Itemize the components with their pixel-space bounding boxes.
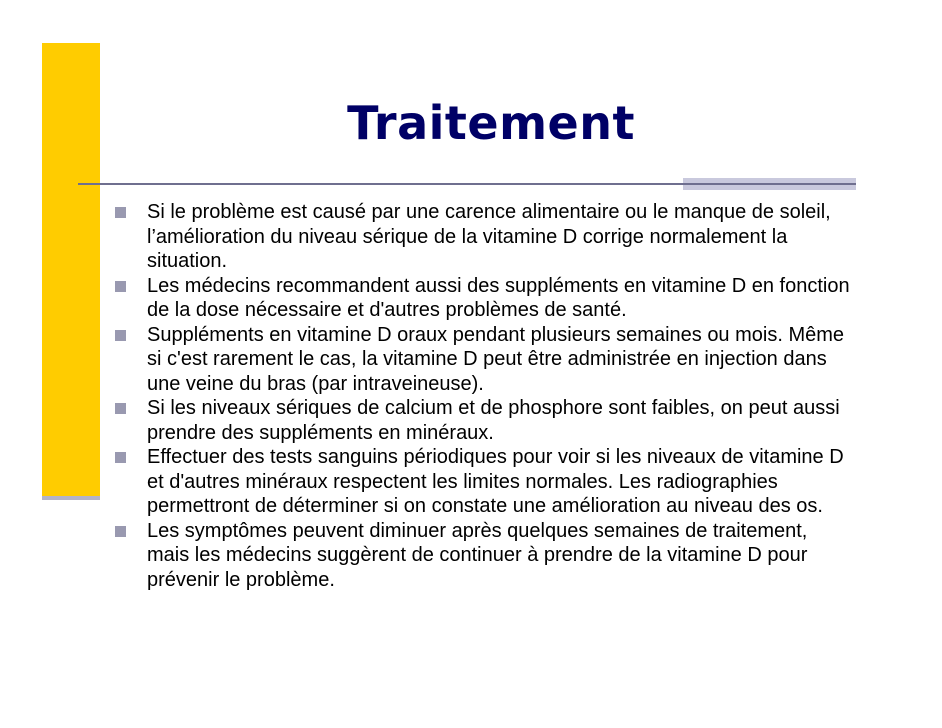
slide-title: Traitement: [347, 96, 635, 150]
square-bullet-icon: [115, 526, 126, 537]
bullet-text: Suppléments en vitamine D oraux pendant plusieurs semaines ou mois. Même si c'est rarement le cas, la vitamine D peut être administrée en injection dans une veine du bras (par intraveineuse).: [147, 323, 845, 395]
bullet-item: [112, 274, 852, 323]
accent-side-bar: [42, 43, 100, 499]
bullet-item: [112, 323, 852, 397]
square-bullet-icon: [115, 330, 126, 341]
bullet-text: Si les niveaux sériques de calcium et de phosphore sont faibles, on peut aussi prendre des suppléments en minéraux.: [147, 397, 840, 444]
bullet-item: [112, 396, 852, 445]
bullet-text: Effectuer des tests sanguins périodiques pour voir si les niveaux de vitamine D et d'autres minéraux respectent les limites normales. Les radiographies permettront de déterminer si on constate une amélioration au niveau des os.: [147, 446, 844, 517]
bullet-text: Les médecins recommandent aussi des suppléments en vitamine D en fonction de la dose nécessaire et d'autres problèmes de santé.: [147, 274, 850, 321]
title-divider-accent-line: [683, 183, 856, 185]
bullet-item: [112, 200, 852, 274]
bullet-item: [112, 519, 852, 593]
bullet-text: Si le problème est causé par une carence alimentaire ou le manque de soleil, l’amélioration du niveau sérique de la vitamine D corrige normalement la situation.: [147, 201, 831, 272]
square-bullet-icon: [115, 452, 126, 463]
accent-side-bar-shadow: [42, 496, 100, 500]
square-bullet-icon: [115, 403, 126, 414]
bullet-text: Les symptômes peuvent diminuer après quelques semaines de traitement, mais les médecins suggèrent de continuer à prendre de la vitamine D pour prévenir le problème.: [147, 519, 808, 591]
bullet-item: [112, 445, 852, 519]
bullet-list: [112, 200, 852, 592]
square-bullet-icon: [115, 207, 126, 218]
square-bullet-icon: [115, 281, 126, 292]
